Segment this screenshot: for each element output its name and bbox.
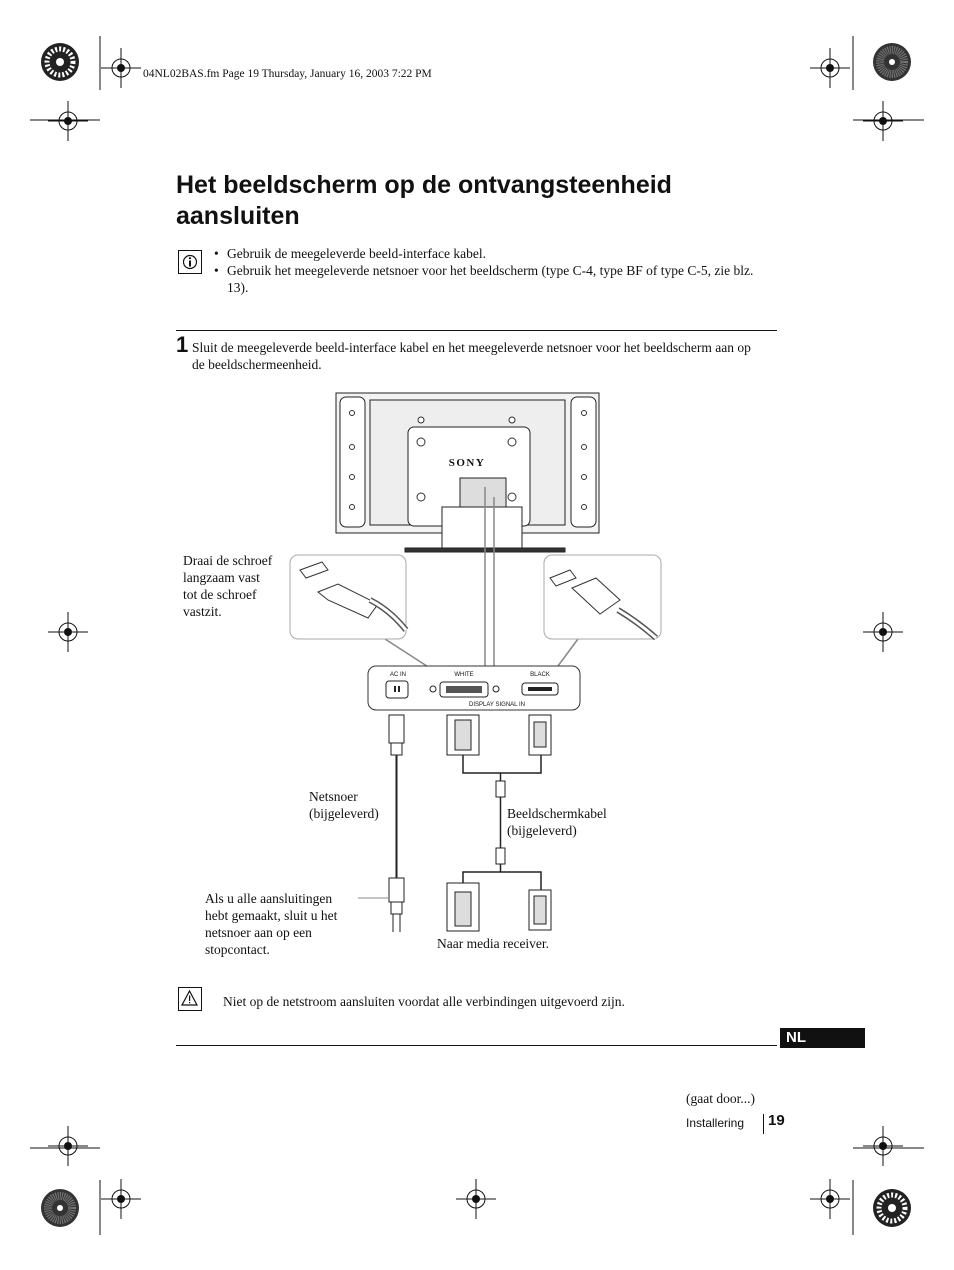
warning-text: Niet op de netstroom aansluiten voordat alle verbindingen uitgevoerd zijn. xyxy=(223,994,625,1009)
note-item: • Gebruik de meegeleverde beeld-interface kabel. xyxy=(214,246,486,261)
note-item: • Gebruik het meegeleverde netsnoer voor het beeldscherm (type C-4, type BF of type C-5, zie blz. 13). xyxy=(214,263,754,295)
page-title-line1: Het beeldscherm op de ontvangsteenheid xyxy=(176,171,672,199)
page-title xyxy=(176,170,796,232)
page-title-line2: aansluiten xyxy=(176,202,300,230)
notes-list xyxy=(214,245,774,296)
section-name: Installering xyxy=(686,1116,745,1130)
port-label-ac-in: AC IN xyxy=(389,672,407,678)
continued-note: (gaat door...) xyxy=(686,1091,755,1106)
port-label-black: BLACK xyxy=(530,672,550,678)
footer-divider xyxy=(176,1045,777,1046)
language-tab: NL xyxy=(780,1028,865,1048)
footer-separator xyxy=(763,1114,764,1134)
callout-outlet: Als u alle aansluitingen hebt gemaakt, sluit u het netsnoer aan op een stopcontact. xyxy=(205,891,338,957)
file-info-header: 04NL02BAS.fm Page 19 Thursday, January 16, 2003 7:22 PM xyxy=(143,68,432,80)
port-label-white: WHITE xyxy=(454,672,474,678)
section-divider xyxy=(176,330,777,331)
warning-icon xyxy=(178,987,202,1011)
callout-screw: Draai de schroef langzaam vast tot de schroef vastzit. xyxy=(183,553,273,619)
brand-logo: SONY xyxy=(448,457,486,469)
callout-display-cable: Beeldschermkabel (bijgeleverd) xyxy=(507,806,607,838)
step-instruction: Sluit de meegeleverde beeld-interface kabel en het meegeleverde netsnoer voor het beeldscherm aan op de beeldschermeenheid. xyxy=(192,340,751,372)
callout-power-cord: Netsnoer (bijgeleverd) xyxy=(309,789,379,821)
info-icon xyxy=(178,250,202,274)
callout-media-receiver: Naar media receiver. xyxy=(437,936,550,951)
page-number: 19 xyxy=(768,1112,785,1129)
port-label-display-signal-in: DISPLAY SIGNAL IN xyxy=(469,702,525,708)
step-number: 1 xyxy=(176,332,189,357)
connection-diagram xyxy=(280,390,670,955)
